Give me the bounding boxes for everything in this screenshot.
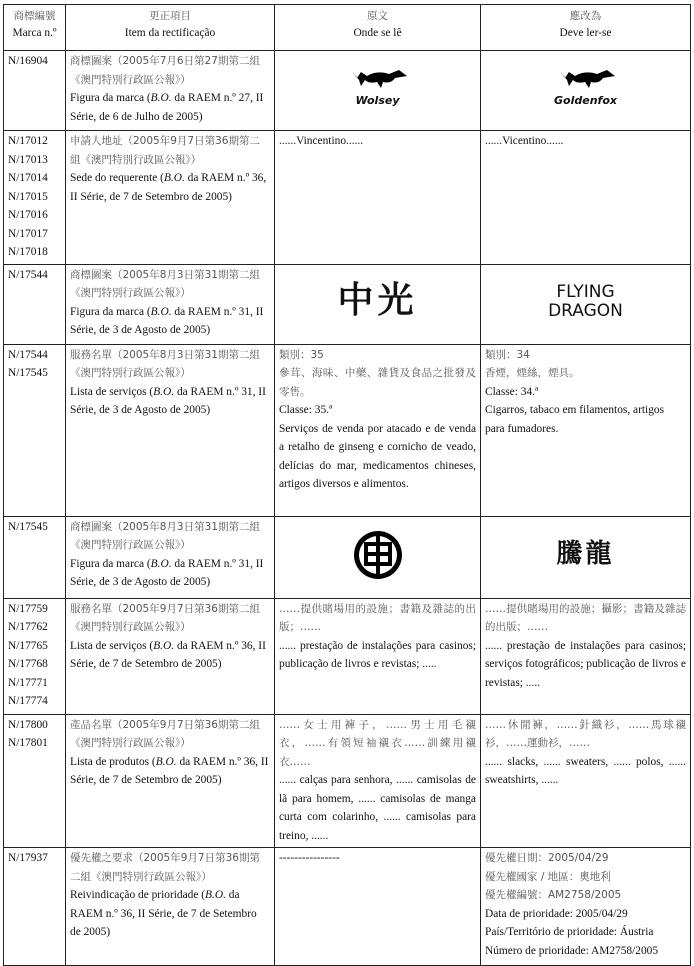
fox-logo-icon [555, 66, 617, 92]
mark-number: N/17018 [8, 246, 48, 258]
original-class-cn: 類別：35 [279, 348, 324, 361]
original-cell [275, 598, 481, 714]
priority-country-cn: 優先權國家 / 地區：奧地利 [485, 870, 611, 883]
table-row [4, 848, 691, 966]
table-row [4, 516, 691, 598]
corrected-cell [481, 598, 691, 714]
original-text-pt: ...... prestação de instalações para casinos; publicação de livros e revistas; ..... [279, 639, 476, 670]
priority-number-cn: 優先權編號：AM2758/2005 [485, 889, 622, 901]
corrected-logo-line1: FLYING [556, 281, 615, 302]
mark-numbers [4, 264, 66, 344]
corrected-cell [481, 344, 691, 516]
priority-date-cn: 優先權日期：2005/04/29 [485, 852, 609, 864]
item-pt-b: da RAEM n.º 31, II Série, de 3 de Agosto de 2005) [70, 557, 264, 588]
item-pt-bo: B.O. [153, 385, 175, 398]
mark-number: N/17801 [8, 737, 48, 749]
mark-number: N/17544 [8, 268, 48, 281]
item-pt-a: Figura da marca ( [70, 92, 151, 104]
mark-numbers [4, 131, 66, 265]
item-pt-a: Lista de serviços ( [70, 639, 154, 652]
header-original [275, 5, 481, 51]
mark-number: N/17015 [8, 190, 48, 203]
item-pt-b: da RAEM n.º 36, II Série, de 7 de Setembro de 2005) [70, 889, 257, 938]
mark-number: N/17013 [8, 153, 48, 166]
header-original-cn: 原文 [367, 10, 388, 22]
original-cell [275, 131, 481, 265]
original-cell [275, 714, 481, 848]
corrected-cell [481, 51, 691, 131]
mark-numbers [4, 848, 66, 966]
mark-number: N/17768 [8, 658, 48, 670]
item-pt-a: Reivindicação de prioridade ( [70, 889, 206, 901]
item-cell [66, 51, 275, 131]
header-row [4, 5, 691, 51]
header-item-pt: Item da rectificação [124, 27, 216, 39]
item-pt-bo: B.O. [155, 755, 177, 768]
original-text-cn: ……提供賭場用的設施；書籍及雜誌的出版；…… [279, 602, 476, 633]
header-item [66, 5, 275, 51]
corrected-cell [481, 848, 691, 966]
item-cn: 申請人地址（2005年9月7日第36期第二組《澳門特別行政區公報》） [70, 135, 260, 166]
priority-date-pt: Data de prioridade: 2005/04/29 [485, 907, 628, 920]
item-cell [66, 131, 275, 265]
original-cell [275, 516, 481, 598]
item-pt-a: Figura da marca ( [70, 305, 151, 318]
corrected-text-pt: ...... slacks, ...... sweaters, ...... polos, ...... sweatshirts, ...... [485, 755, 686, 786]
item-pt-bo: B.O. [205, 889, 226, 901]
table-row [4, 714, 691, 848]
header-item-cn: 更正項目 [149, 10, 191, 22]
item-cell [66, 516, 275, 598]
item-pt-b: da RAEM n.º 31, II Série, de 3 de Agosto de 2005) [70, 385, 266, 416]
table-row [4, 51, 691, 131]
original-cell [275, 344, 481, 516]
table-row [4, 598, 691, 714]
header-corrected-cn: 應改為 [569, 10, 602, 22]
table-row [4, 264, 691, 344]
original-text-cn: 參茸、海味、中藥、雜貨及食品之批發及零售。 [279, 367, 476, 398]
item-cn: 優先權之要求（2005年9月7日第36期第二組《澳門特別行政區公報》） [70, 852, 260, 883]
mark-numbers [4, 344, 66, 516]
original-cell [275, 264, 481, 344]
mark-number: N/17765 [8, 639, 48, 652]
table-row [4, 131, 691, 265]
corrected-logo-wordmark: Goldenfox [554, 93, 617, 107]
corrected-text: ......Vicentino...... [485, 135, 564, 147]
item-pt-a: Lista de serviços ( [70, 385, 154, 398]
item-pt-bo: B.O. [150, 92, 172, 104]
header-mark-number-cn: 商標編號 [13, 10, 56, 22]
original-logo-chinese: 中光 [337, 280, 418, 322]
header-mark-number-pt: Marca n.º [12, 27, 57, 39]
corrected-class-pt: Classe: 34.ª [485, 385, 539, 398]
original-text: ......Vincentino...... [279, 135, 364, 147]
mark-number: N/17937 [8, 852, 48, 864]
item-pt-b: da RAEM n.º 31, II Série, de 3 de Agosto de 2005) [70, 305, 264, 336]
item-cn: 商標圖案（2005年7月6日第27期第二組《澳門特別行政區公報》） [70, 55, 260, 86]
original-text-cn: ……女士用褲子，……男士用毛襯衣，……有領短袖襯衣……訓練用襯衣…… [279, 718, 476, 768]
fox-logo-icon [347, 66, 409, 92]
priority-number-pt: Número de prioridade: AM2758/2005 [485, 944, 659, 957]
corrected-logo-chinese: 騰龍 [556, 539, 615, 570]
mark-number: N/17017 [8, 227, 48, 240]
mark-numbers [4, 714, 66, 848]
original-text-pt: ...... calças para senhora, ...... camisolas de lã para homem, ...... camisolas de manga curta com colarinho, ...... camisolas para treino, ...... [279, 774, 476, 842]
corrected-text-pt: Cigarros, tabaco em filamentos, artigos para fumadores. [485, 404, 665, 435]
mark-number: N/17544 [8, 348, 48, 361]
item-cn: 商標圖案（2005年8月3日第31期第二組《澳門特別行政區公報》） [70, 268, 260, 299]
item-cn: 產品名單（2005年9月7日第36期第二組《澳門特別行政區公報》） [70, 718, 260, 749]
original-text: ---------------- [279, 852, 340, 864]
mark-number: N/17014 [8, 172, 48, 184]
corrected-text-cn: 香煙，煙絲，煙具。 [485, 367, 580, 379]
item-pt-a: Lista de produtos ( [70, 755, 156, 768]
mark-numbers [4, 516, 66, 598]
original-cell [275, 51, 481, 131]
item-pt-b: da RAEM n.º 36, II Série, de 7 de Setembro de 2005) [70, 639, 266, 670]
corrected-class-cn: 類別：34 [485, 348, 530, 361]
corrected-text-cn: ……提供賭場用的設施；攝影；書籍及雜誌的出版；…… [485, 602, 686, 633]
item-cn: 商標圖案（2005年8月3日第31期第二組《澳門特別行政區公報》） [70, 520, 260, 551]
mark-numbers [4, 51, 66, 131]
table-row [4, 344, 691, 516]
header-original-pt: Onde se lê [353, 27, 402, 39]
original-cell [275, 848, 481, 966]
corrected-cell [481, 516, 691, 598]
item-cell [66, 598, 275, 714]
header-mark-number [4, 5, 66, 51]
mark-number: N/16904 [8, 55, 48, 67]
item-cell [66, 264, 275, 344]
mark-number: N/17759 [8, 602, 48, 615]
item-pt-bo: B.O. [153, 639, 175, 652]
mark-number: N/17545 [8, 367, 48, 379]
item-pt-a: Figura da marca ( [70, 557, 151, 570]
priority-country-pt: País/Território de prioridade: Áustria [485, 926, 654, 938]
original-class-pt: Classe: 35.ª [279, 404, 333, 416]
corrected-cell [481, 131, 691, 265]
item-pt-a: Sede do requerente ( [70, 172, 164, 184]
item-cell [66, 848, 275, 966]
item-cn: 服務名單（2005年9月7日第36期第二組《澳門特別行政區公報》） [70, 602, 260, 633]
mark-number: N/17774 [8, 695, 48, 707]
item-pt-bo: B.O. [150, 557, 172, 570]
rectification-table [3, 4, 691, 966]
corrected-cell [481, 264, 691, 344]
mark-number: N/17800 [8, 718, 48, 731]
mark-number: N/17016 [8, 209, 48, 221]
item-cell [66, 714, 275, 848]
mark-numbers [4, 598, 66, 714]
item-pt-b: da RAEM n.º 36, II Série, de 7 de Setembro de 2005) [70, 755, 269, 786]
circular-seal-logo-icon [352, 529, 404, 581]
original-logo-wordmark: Wolsey [355, 93, 400, 107]
corrected-logo-line2: DRAGON [548, 300, 623, 321]
item-pt-bo: B.O. [150, 305, 172, 318]
corrected-text-cn: ……休閒褲，……針織衫，……馬球襯衫，……運動衫，…… [485, 718, 686, 749]
mark-number: N/17012 [8, 135, 48, 147]
header-corrected [481, 5, 691, 51]
mark-number: N/17545 [8, 520, 48, 533]
mark-number: N/17762 [8, 621, 48, 633]
item-pt-b: da RAEM n.º 36, II Série, de 7 de Setembro de 2005) [70, 172, 267, 203]
item-cell [66, 344, 275, 516]
original-text-pt: Serviços de venda por atacado e de venda a retalho de ginseng e cornicho de veado, delícias do mar, medicamentos chineses, artigos diversos e alimentos. [279, 422, 476, 490]
header-corrected-pt: Deve ler-se [559, 27, 612, 39]
mark-number: N/17771 [8, 676, 48, 689]
item-cn: 服務名單（2005年8月3日第31期第二組《澳門特別行政區公報》） [70, 348, 260, 379]
corrected-text-pt: ...... prestação de instalações para casinos; serviços fotográficos; publicação de livros e revistas; ..... [485, 639, 686, 689]
item-pt-bo: B.O. [163, 172, 185, 184]
corrected-cell [481, 714, 691, 848]
item-pt-b: da RAEM n.º 27, II Série, de 6 de Julho de 2005) [70, 92, 264, 123]
